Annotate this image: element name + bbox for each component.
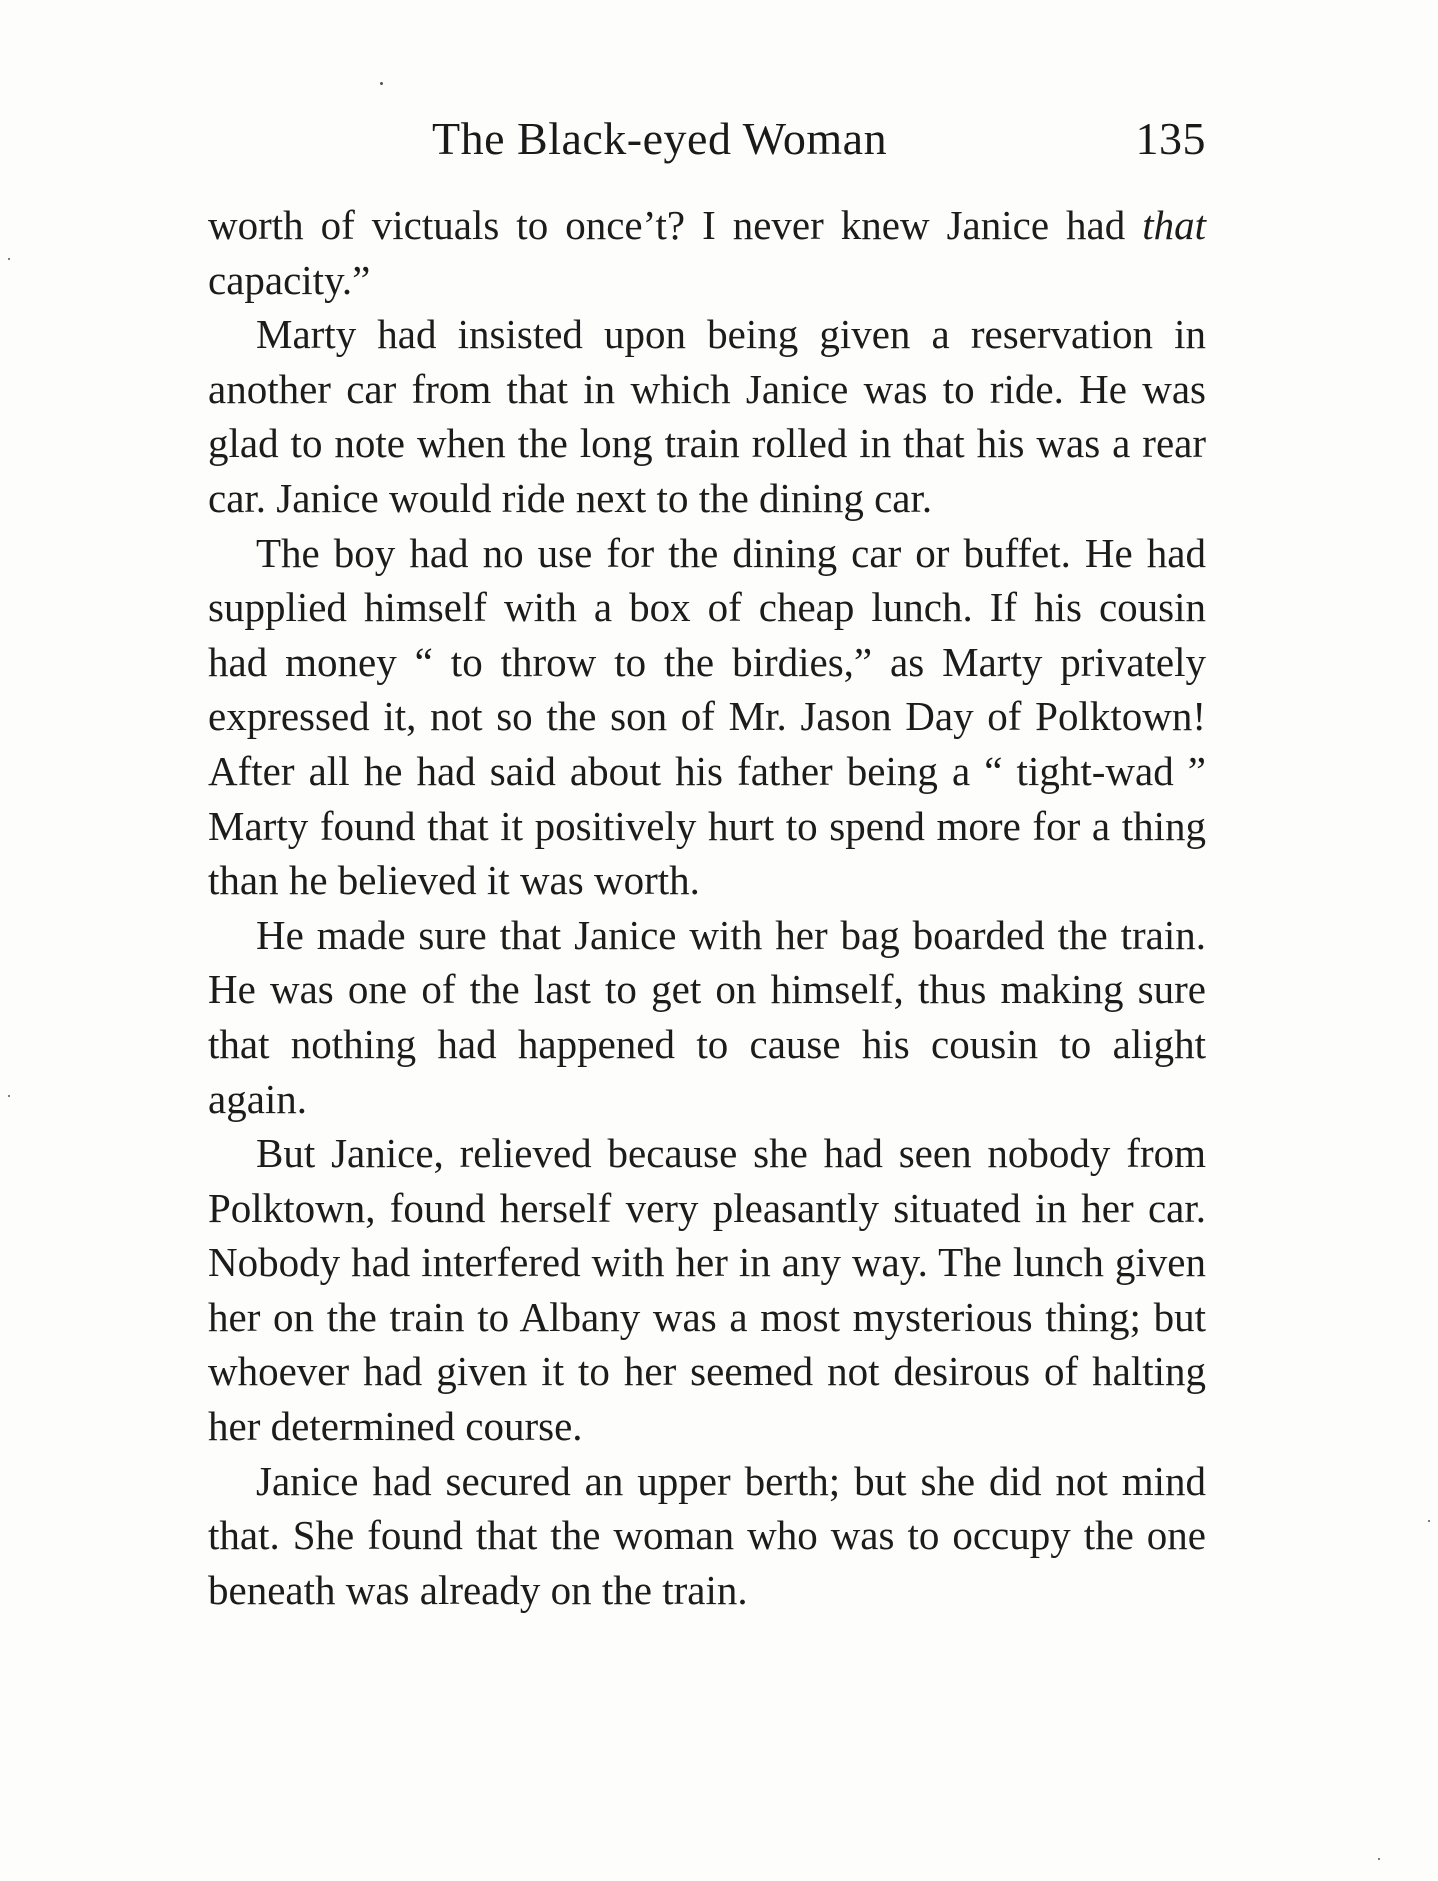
paragraph-1-start: worth of victuals to once’t? I never knew Janice had xyxy=(208,202,1143,248)
paragraph-1-end: capacity.” xyxy=(208,256,371,303)
body-text xyxy=(208,198,1206,1617)
paragraph-6: Janice had secured an upper berth; but she did not mind that. She found that the woman who was to occupy the one beneath was already on the train. xyxy=(208,1457,1206,1613)
paper-speck xyxy=(1378,1858,1380,1860)
page-number: 135 xyxy=(1135,113,1206,164)
paragraph-2: Marty had insisted upon being given a reservation in another car from that in which Janice was to ride. He was glad to note when the long train rolled in that his was a rear car. Janice would ride next to the dining car. xyxy=(208,311,1206,521)
paper-speck xyxy=(8,258,10,260)
running-title: The Black-eyed Woman xyxy=(432,113,888,164)
page-header xyxy=(208,112,1206,176)
italic-emphasis: that xyxy=(1142,202,1206,248)
paragraph-4: He made sure that Janice with her bag boarded the train. He was one of the last to get on himself, thus making sure that nothing had happened to cause his cousin to alight again. xyxy=(208,911,1206,1122)
paper-speck xyxy=(1428,1520,1430,1522)
paragraph-3: The boy had no use for the dining car or buffet. He had supplied himself with a box of cheap lunch. If his cousin had money “ to throw to the birdies,” as Marty privately expressed it, not so the son of Mr. Jason Day of Polktown! After all he had said about his father being a “ tight-wad ” Marty found that it positively hurt to spend more for a thing than he believed it was worth. xyxy=(208,529,1206,904)
paragraph-1 xyxy=(208,198,1206,307)
paragraph-5: But Janice, relieved because she had seen nobody from Polktown, found herself very pleasantly situated in her car. Nobody had interfered with her in any way. The lunch given her on the train to Albany was a most mysterious thing; but whoever had given it to her seemed not desirous of halting her determined course. xyxy=(208,1130,1206,1450)
paper-speck xyxy=(8,1095,10,1097)
paper-speck xyxy=(380,82,383,85)
